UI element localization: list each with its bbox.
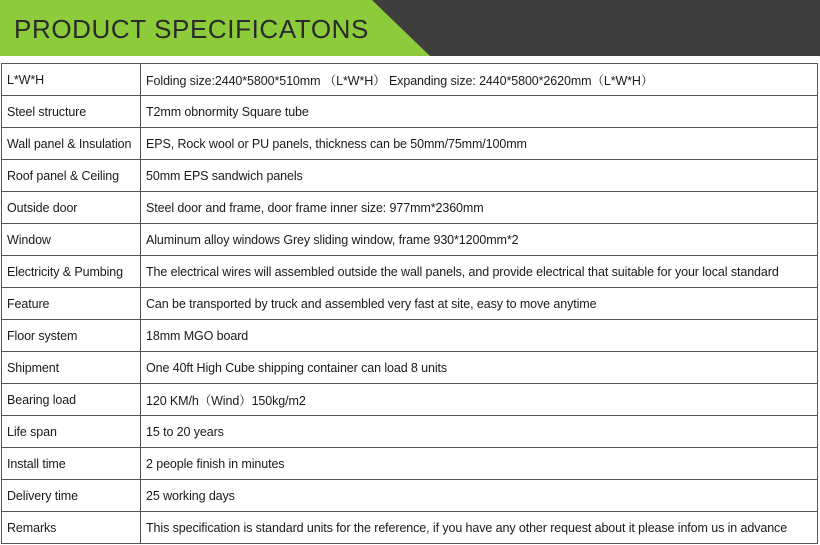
table-row xyxy=(2,480,818,512)
spec-value: 25 working days xyxy=(141,480,818,512)
table-row xyxy=(2,512,818,544)
spec-value: EPS, Rock wool or PU panels, thickness can be 50mm/75mm/100mm xyxy=(141,128,818,160)
spec-value: 120 KM/h（Wind）150kg/m2 xyxy=(141,384,818,416)
table-row xyxy=(2,448,818,480)
table-row xyxy=(2,256,818,288)
spec-value: Can be transported by truck and assembled very fast at site, easy to move anytime xyxy=(141,288,818,320)
table-row xyxy=(2,288,818,320)
spec-table xyxy=(1,63,818,544)
table-row xyxy=(2,64,818,96)
spec-label: Remarks xyxy=(2,512,141,544)
spec-value: The electrical wires will assembled outside the wall panels, and provide electrical that suitable for your local standard xyxy=(141,256,818,288)
spec-label: Electricity & Pumbing xyxy=(2,256,141,288)
table-row xyxy=(2,352,818,384)
header-banner xyxy=(0,0,820,56)
spec-label: Steel structure xyxy=(2,96,141,128)
spec-label: Floor system xyxy=(2,320,141,352)
spec-label: Delivery time xyxy=(2,480,141,512)
spec-value: This specification is standard units for the reference, if you have any other request about it please infom us in advance xyxy=(141,512,818,544)
spec-value: Aluminum alloy windows Grey sliding window, frame 930*1200mm*2 xyxy=(141,224,818,256)
spec-label: Life span xyxy=(2,416,141,448)
table-row xyxy=(2,224,818,256)
spec-label: Wall panel & Insulation xyxy=(2,128,141,160)
spec-label: L*W*H xyxy=(2,64,141,96)
spec-value: 18mm MGO board xyxy=(141,320,818,352)
table-row xyxy=(2,160,818,192)
page-title: PRODUCT SPECIFICATONS xyxy=(14,14,369,44)
spec-value: 15 to 20 years xyxy=(141,416,818,448)
spec-value: Folding size:2440*5800*510mm （L*W*H） Expanding size: 2440*5800*2620mm（L*W*H） xyxy=(141,64,818,96)
spec-value: 50mm EPS sandwich panels xyxy=(141,160,818,192)
spec-label: Window xyxy=(2,224,141,256)
spec-value: One 40ft High Cube shipping container can load 8 units xyxy=(141,352,818,384)
table-row xyxy=(2,320,818,352)
spec-value: Steel door and frame, door frame inner size: 977mm*2360mm xyxy=(141,192,818,224)
table-row xyxy=(2,384,818,416)
spec-label: Roof panel & Ceiling xyxy=(2,160,141,192)
spec-value: 2 people finish in minutes xyxy=(141,448,818,480)
spec-label: Install time xyxy=(2,448,141,480)
spec-label: Feature xyxy=(2,288,141,320)
table-row xyxy=(2,128,818,160)
table-row xyxy=(2,96,818,128)
spec-value: T2mm obnormity Square tube xyxy=(141,96,818,128)
table-row xyxy=(2,192,818,224)
spec-label: Shipment xyxy=(2,352,141,384)
spec-label: Bearing load xyxy=(2,384,141,416)
spec-label: Outside door xyxy=(2,192,141,224)
table-row xyxy=(2,416,818,448)
